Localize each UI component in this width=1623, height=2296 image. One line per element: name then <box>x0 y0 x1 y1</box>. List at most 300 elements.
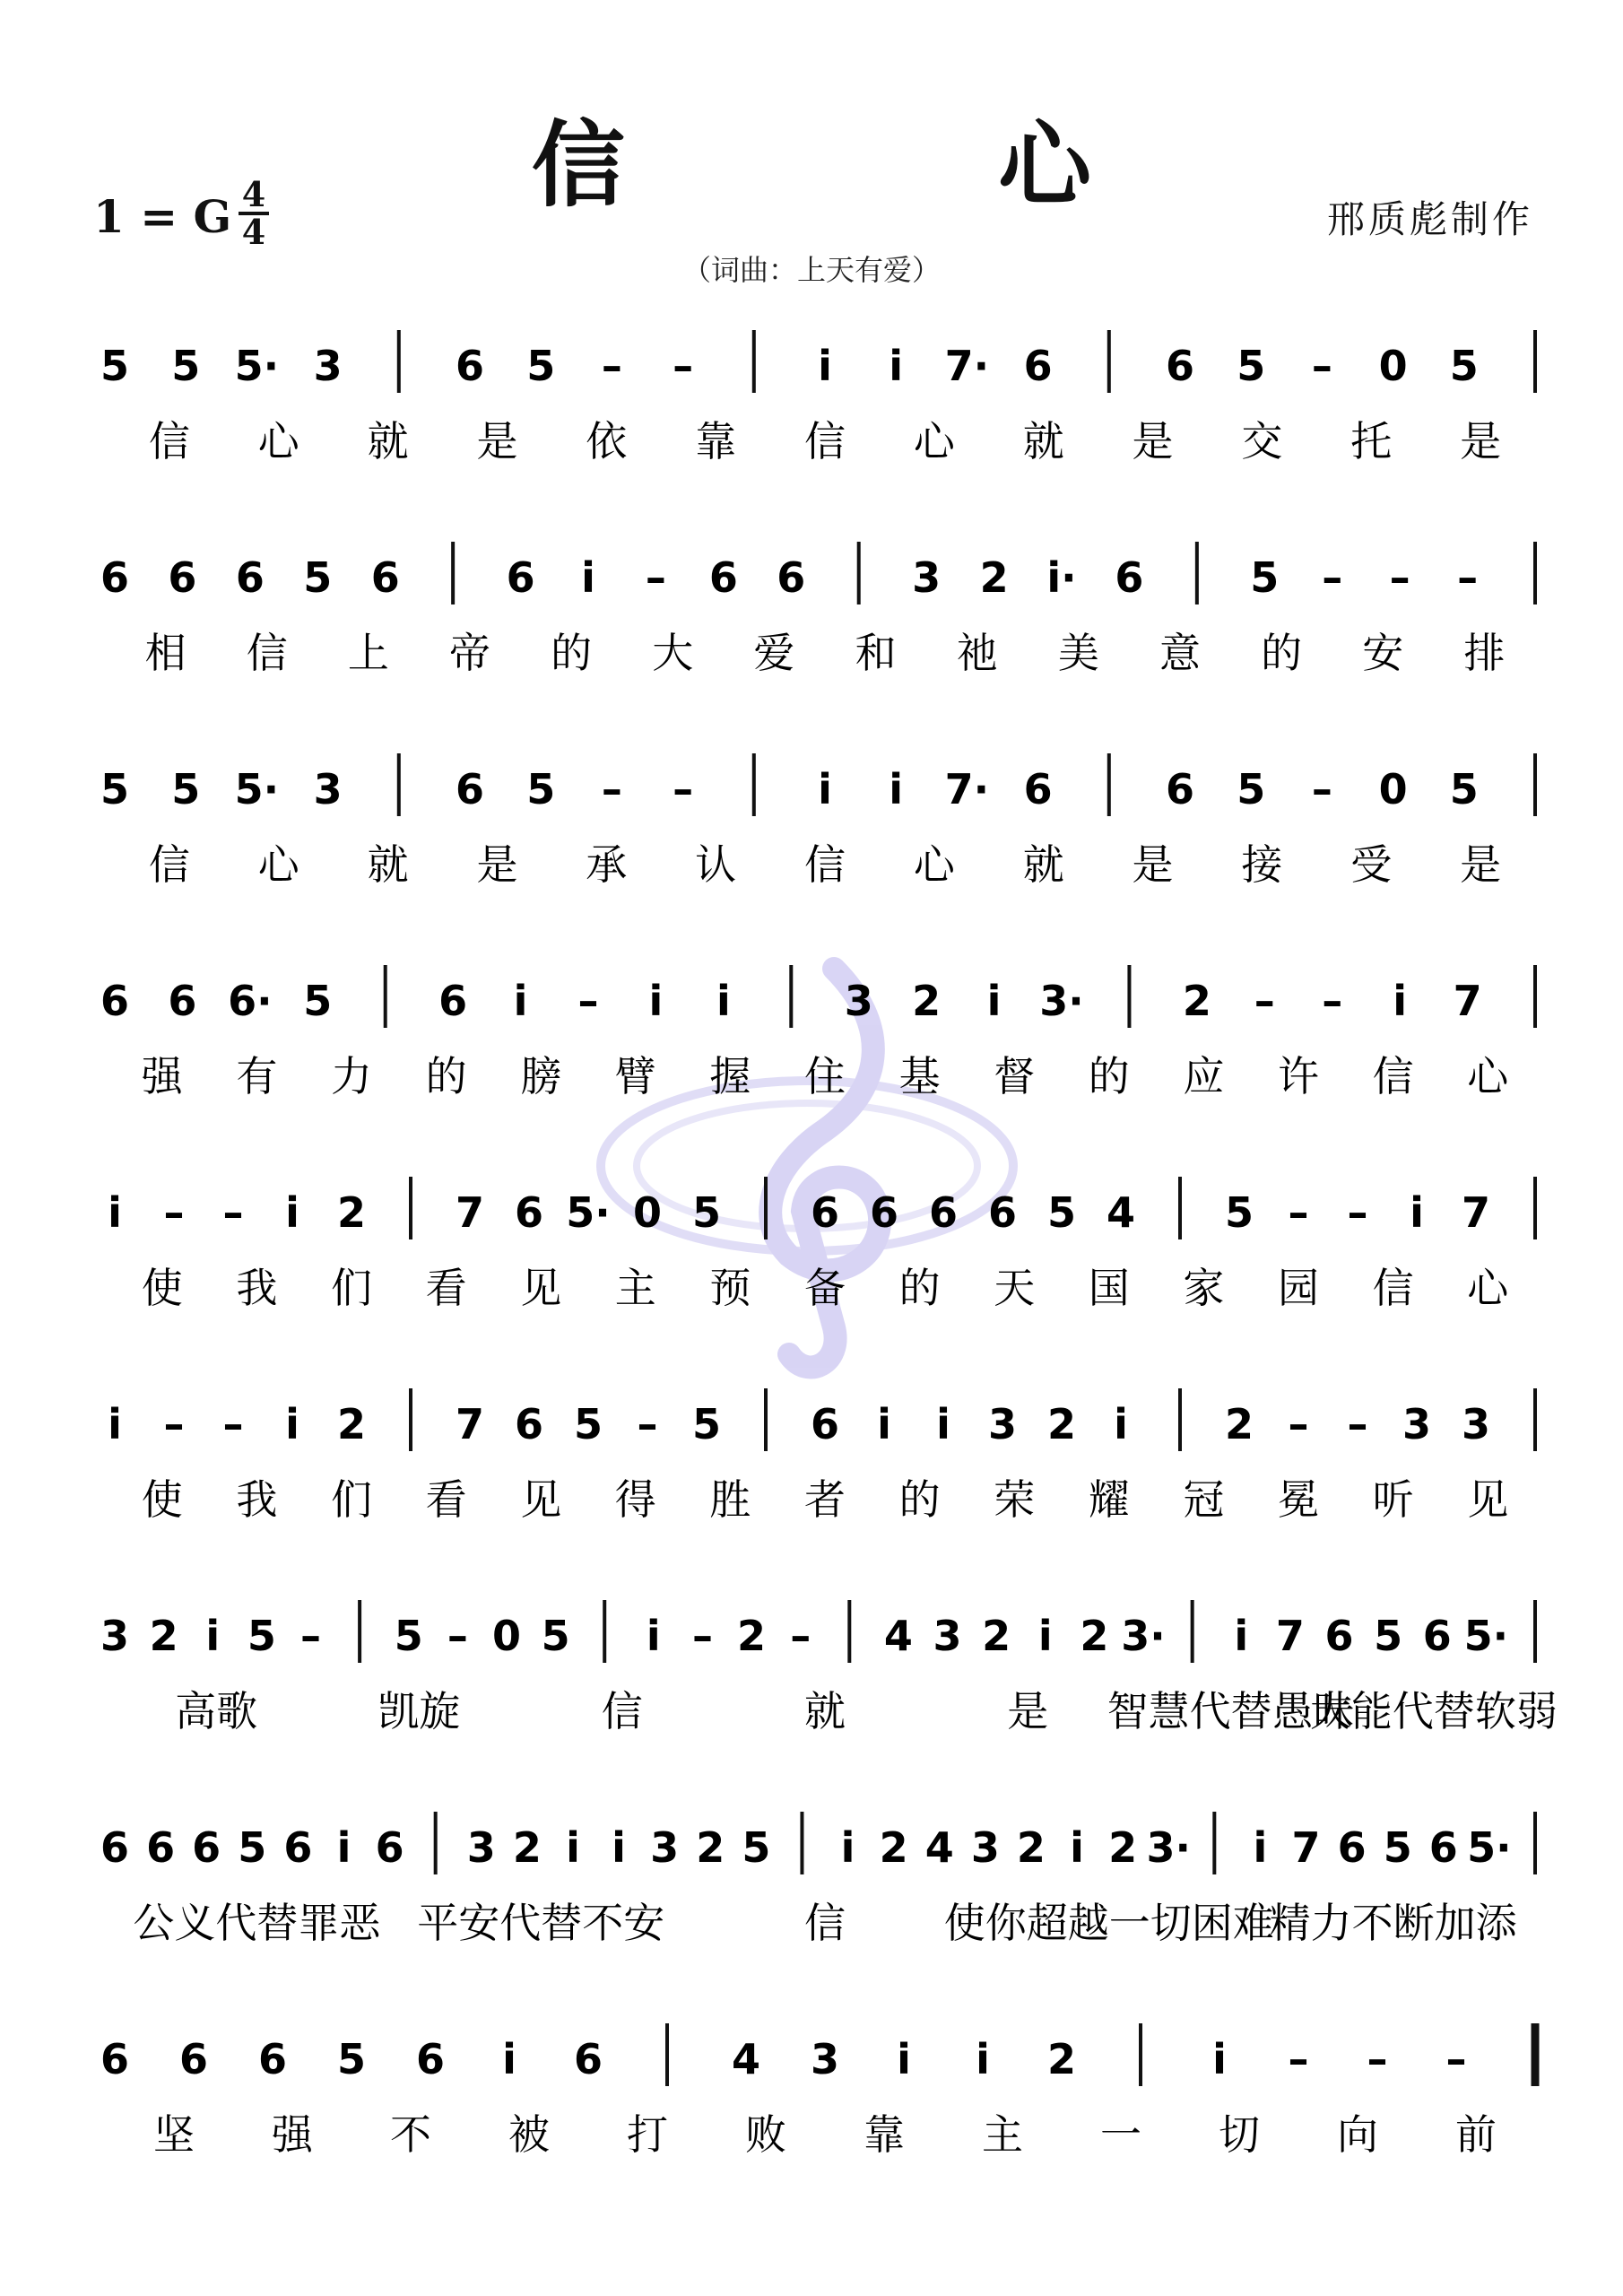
note: i <box>1253 1823 1268 1872</box>
note: 2 <box>512 1823 542 1872</box>
dash-note: – <box>299 1612 321 1660</box>
lyric: 祂 <box>956 629 998 677</box>
note: 6 <box>1115 553 1144 602</box>
note: 2 <box>912 977 942 1025</box>
dash-note: – <box>637 1400 658 1448</box>
lyric: 信 <box>804 1899 846 1947</box>
lyric: 强 <box>141 1052 183 1100</box>
lyric: 承 <box>586 840 628 889</box>
note: 6 <box>455 765 485 813</box>
lyric: 是 <box>1460 840 1502 889</box>
time-signature-bottom: 4 <box>241 212 266 252</box>
note: 6 <box>810 1188 840 1237</box>
notation-line <box>100 965 1535 1100</box>
note: 2 <box>1046 2035 1077 2083</box>
lyric: 排 <box>1463 629 1506 677</box>
note: 6 <box>100 553 130 602</box>
note: i <box>986 977 1002 1025</box>
note: 2 <box>336 1400 367 1448</box>
note: 3 <box>1461 1400 1491 1448</box>
note: 6 <box>100 977 130 1025</box>
lyric: 安 <box>1362 629 1404 677</box>
note: 4 <box>1106 1188 1136 1237</box>
lyric: 是 <box>476 840 518 889</box>
lyric: 依 <box>586 417 628 465</box>
note: i <box>108 1400 122 1448</box>
dash-note: – <box>1288 2035 1309 2083</box>
lyric: 信 <box>246 629 288 677</box>
note: i <box>648 977 664 1025</box>
note: 6 <box>1023 342 1053 390</box>
note: 6 <box>506 553 535 602</box>
lyric: 打 <box>627 2110 668 2159</box>
dash-note: – <box>1311 342 1332 390</box>
note: 6 <box>192 1823 221 1872</box>
lyric: 臂 <box>614 1052 656 1100</box>
note: 7 <box>1291 1823 1321 1872</box>
note: 6 <box>146 1823 176 1872</box>
lyric: 坚 <box>153 2110 195 2159</box>
dash-note: – <box>1389 553 1410 602</box>
note: 5 <box>1250 553 1280 602</box>
note: 6 <box>455 342 485 390</box>
note: 6 <box>168 553 197 602</box>
lyric: 是 <box>476 417 518 465</box>
lyric: 交 <box>1241 417 1283 465</box>
dash-note: – <box>601 342 622 390</box>
dash-note: – <box>691 1612 713 1660</box>
note: 2 <box>737 1612 767 1660</box>
note: 5 <box>691 1400 722 1448</box>
note: 2 <box>336 1188 367 1237</box>
note: 2 <box>1046 1400 1077 1448</box>
lyric: 的 <box>898 1475 941 1524</box>
lyric: 靠 <box>864 2110 905 2159</box>
lyric: 膀 <box>520 1052 562 1100</box>
lyric: 高歌 <box>175 1687 258 1735</box>
lyric: 大能代替软弱 <box>1309 1687 1558 1735</box>
lyric: 心 <box>1467 1264 1509 1312</box>
song-title: 信 心 <box>531 109 1263 220</box>
lyric: 天 <box>994 1264 1036 1312</box>
note: 5 <box>303 977 333 1025</box>
note: 0 <box>491 1612 521 1660</box>
note: i <box>108 1188 122 1237</box>
lyric: 主 <box>614 1264 656 1312</box>
dash-note: – <box>1347 1400 1368 1448</box>
note: 6 <box>777 553 806 602</box>
lyric: 见 <box>520 1264 562 1312</box>
note: i <box>513 977 528 1025</box>
dash-note: – <box>1457 553 1479 602</box>
lyric: 的 <box>551 629 593 677</box>
lyric: 信 <box>148 840 190 889</box>
note: 5· <box>566 1188 611 1237</box>
note: 5 <box>238 1823 267 1872</box>
lyric: 上 <box>347 629 389 677</box>
note: 3 <box>466 1823 496 1872</box>
lyric: 基 <box>898 1052 941 1100</box>
lyric: 有 <box>236 1052 278 1100</box>
lyric: 就 <box>367 417 409 465</box>
arranger-credit: 邢质彪制作 <box>1326 197 1533 241</box>
note: 6 <box>514 1188 544 1237</box>
lyric: 前 <box>1455 2110 1497 2159</box>
lyric: 胜 <box>709 1475 751 1524</box>
dash-note: – <box>1311 765 1332 813</box>
note: 5 <box>1449 342 1479 390</box>
lyric: 心 <box>257 840 299 889</box>
note: 6 <box>375 1823 404 1872</box>
note: 5 <box>573 1400 603 1448</box>
note: i <box>840 1823 855 1872</box>
note: 6 <box>1165 342 1195 390</box>
notation-line <box>100 542 1535 677</box>
note: 5 <box>171 765 201 813</box>
dash-note: – <box>601 765 622 813</box>
lyric: 家 <box>1183 1264 1225 1312</box>
note: 5 <box>1046 1188 1077 1237</box>
dash-note: – <box>222 1188 244 1237</box>
lyric: 使 <box>141 1264 183 1312</box>
note: i <box>936 1400 950 1448</box>
time-signature-top: 4 <box>241 174 266 214</box>
lyric: 认 <box>695 840 737 889</box>
notation-line <box>100 2023 1535 2159</box>
lyric: 的 <box>898 1264 941 1312</box>
lyric: 就 <box>367 840 409 889</box>
note: 5 <box>1449 765 1479 813</box>
dash-note: – <box>1347 1188 1368 1237</box>
lyric: 们 <box>331 1475 372 1524</box>
note: 4 <box>924 1823 954 1872</box>
note: 3 <box>810 2035 840 2083</box>
lyric: 就 <box>1022 840 1064 889</box>
lyric: 凯旋 <box>378 1687 461 1735</box>
note: 6 <box>257 2035 288 2083</box>
lyric: 精力不断加添 <box>1269 1899 1517 1947</box>
lyric: 许 <box>1278 1052 1319 1100</box>
lyric: 接 <box>1241 840 1283 889</box>
lyric: 力 <box>331 1052 372 1100</box>
lyric: 使 <box>141 1475 183 1524</box>
lyric: 是 <box>1460 417 1502 465</box>
note: 6 <box>1324 1612 1354 1660</box>
note: 6 <box>1428 1823 1458 1872</box>
note: 5 <box>742 1823 771 1872</box>
note: i <box>502 2035 516 2083</box>
lyric: 看 <box>425 1264 467 1312</box>
lyric: 们 <box>331 1264 372 1312</box>
note: 6 <box>438 977 468 1025</box>
note: 3 <box>970 1823 1000 1872</box>
lyric: 的 <box>1088 1052 1130 1100</box>
notation-line <box>100 753 1535 889</box>
note: i <box>1410 1188 1424 1237</box>
note: 3 <box>912 553 942 602</box>
notation-line <box>100 1600 1558 1735</box>
note: 5 <box>691 1188 722 1237</box>
note: i <box>285 1188 299 1237</box>
lyric: 心 <box>1467 1052 1509 1100</box>
lyric: 靠 <box>695 417 737 465</box>
note: 5· <box>1463 1612 1509 1660</box>
note: 5· <box>234 342 280 390</box>
lyric: 见 <box>1467 1475 1509 1524</box>
lyric: 预 <box>709 1264 751 1312</box>
lyric: 被 <box>508 2110 550 2159</box>
note: 6 <box>987 1188 1018 1237</box>
lyric: 意 <box>1159 629 1201 677</box>
note: i <box>336 1823 352 1872</box>
lyric: 相 <box>144 629 187 677</box>
lyric: 使你超越一切困难 <box>943 1899 1274 1947</box>
note: i <box>612 1823 626 1872</box>
note: 2 <box>1080 1612 1109 1660</box>
note: 3 <box>100 1612 130 1660</box>
note: i <box>1114 1400 1128 1448</box>
lyric: 看 <box>425 1475 467 1524</box>
note: 3 <box>987 1400 1018 1448</box>
dash-note: – <box>1288 1400 1309 1448</box>
note: 2 <box>696 1823 725 1872</box>
dash-note: – <box>1445 2035 1467 2083</box>
note: 3 <box>1402 1400 1432 1448</box>
dash-note: – <box>1322 977 1343 1025</box>
lyric: 握 <box>709 1052 751 1100</box>
lyric: 心 <box>257 417 299 465</box>
lyric: 应 <box>1183 1052 1225 1100</box>
note: 6 <box>514 1400 544 1448</box>
note: 6 <box>178 2035 209 2083</box>
lyric: 一 <box>1100 2110 1141 2159</box>
note: i· <box>1046 553 1077 602</box>
dash-note: – <box>790 1612 812 1660</box>
note: 5 <box>526 765 556 813</box>
note: 2 <box>982 1612 1011 1660</box>
lyric: 和 <box>855 629 897 677</box>
note: i <box>1234 1612 1249 1660</box>
notation-line <box>100 1812 1535 1947</box>
lyric: 帝 <box>449 629 490 677</box>
dash-note: – <box>673 765 694 813</box>
note: 3 <box>313 342 343 390</box>
lyric: 败 <box>745 2110 786 2159</box>
note: 5 <box>247 1612 276 1660</box>
note: i <box>1212 2035 1227 2083</box>
dash-note: – <box>447 1612 468 1660</box>
note: 5 <box>1237 342 1266 390</box>
lyric: 信 <box>1372 1264 1414 1312</box>
lyric: 信 <box>804 840 846 889</box>
notation-line <box>100 330 1535 465</box>
note: 2 <box>1224 1400 1254 1448</box>
dash-note: – <box>1254 977 1275 1025</box>
note: 2 <box>879 1823 908 1872</box>
note: 6 <box>235 553 265 602</box>
note: 6 <box>708 553 738 602</box>
note: 7 <box>455 1188 485 1237</box>
note: i <box>818 342 832 390</box>
note: 6 <box>1337 1823 1367 1872</box>
note: 6 <box>1023 765 1053 813</box>
note: 6 <box>1165 765 1195 813</box>
lyric: 国 <box>1088 1264 1130 1312</box>
lyric: 信 <box>804 417 846 465</box>
lyric: 受 <box>1350 840 1393 889</box>
lyric: 是 <box>1132 840 1174 889</box>
note: 2 <box>1182 977 1211 1025</box>
note: i <box>205 1612 221 1660</box>
lyric: 平安代替不安 <box>417 1899 665 1947</box>
note: i <box>285 1400 299 1448</box>
note: 4 <box>731 2035 761 2083</box>
note: i <box>889 765 904 813</box>
lyric: 托 <box>1350 417 1393 465</box>
note: 5 <box>1224 1188 1254 1237</box>
lyric: 督 <box>994 1052 1036 1100</box>
note: 6 <box>283 1823 313 1872</box>
lyric: 心 <box>913 417 955 465</box>
key-signature: 1 = G <box>93 190 232 243</box>
note: 7 <box>1461 1188 1491 1237</box>
lyric: 信 <box>148 417 190 465</box>
lyric: 公义代替罪恶 <box>133 1899 381 1947</box>
note: i <box>818 765 832 813</box>
lyric: 的 <box>425 1052 467 1100</box>
lyric: 耀 <box>1088 1475 1130 1524</box>
notation-line <box>108 1388 1535 1524</box>
note: 3 <box>844 977 873 1025</box>
lyric: 住 <box>804 1052 846 1100</box>
dash-note: – <box>1288 1188 1309 1237</box>
dash-note: – <box>577 977 599 1025</box>
note: 6 <box>869 1188 899 1237</box>
lyric: 是 <box>1007 1687 1049 1735</box>
note: 2 <box>149 1612 178 1660</box>
lyric: 就 <box>804 1687 846 1735</box>
note: 5 <box>526 342 556 390</box>
note: 5 <box>303 553 333 602</box>
note: 5 <box>1383 1823 1412 1872</box>
note: i <box>716 977 731 1025</box>
lyric: 得 <box>614 1475 656 1524</box>
lyric: 冕 <box>1278 1475 1319 1524</box>
lyric: 就 <box>1022 417 1064 465</box>
note: 6 <box>928 1188 959 1237</box>
note: 6 <box>810 1400 840 1448</box>
note: 0 <box>1378 765 1408 813</box>
note: 3· <box>1121 1612 1166 1660</box>
lyric: 听 <box>1372 1475 1414 1524</box>
note: 6 <box>415 2035 446 2083</box>
note: i <box>646 1612 661 1660</box>
note: 7 <box>1275 1612 1305 1660</box>
note: 6 <box>1422 1612 1452 1660</box>
note: 3· <box>1039 977 1084 1025</box>
note: 5· <box>1467 1823 1512 1872</box>
dash-note: – <box>1322 553 1343 602</box>
note: 3 <box>650 1823 680 1872</box>
lyric: 见 <box>520 1475 562 1524</box>
lyric: 者 <box>804 1475 846 1524</box>
note: i <box>1393 977 1408 1025</box>
lyric: 大 <box>652 629 694 677</box>
dash-note: – <box>645 553 666 602</box>
note: 3· <box>1146 1823 1191 1872</box>
note: 0 <box>632 1188 663 1237</box>
note: 5 <box>100 765 130 813</box>
lyric: 向 <box>1337 2110 1378 2159</box>
note: 6· <box>228 977 273 1025</box>
lyric: 备 <box>804 1264 846 1312</box>
lyric: 园 <box>1278 1264 1319 1312</box>
note: 5 <box>336 2035 367 2083</box>
dash-note: – <box>163 1400 185 1448</box>
lyrics-music-credit: （词曲：上天有爱） <box>681 253 941 287</box>
note: 5 <box>541 1612 570 1660</box>
note: i <box>566 1823 580 1872</box>
lyric: 心 <box>913 840 955 889</box>
note: i <box>889 342 904 390</box>
note: 5 <box>100 342 130 390</box>
note: i <box>581 553 595 602</box>
note: 5 <box>394 1612 423 1660</box>
lyric: 荣 <box>994 1475 1036 1524</box>
note: 2 <box>1016 1823 1046 1872</box>
note: i <box>897 2035 911 2083</box>
lyric: 强 <box>272 2110 313 2159</box>
note: 3 <box>313 765 343 813</box>
dash-note: – <box>222 1400 244 1448</box>
note: 0 <box>1378 342 1408 390</box>
note: 7· <box>944 765 990 813</box>
note: 6 <box>100 2035 130 2083</box>
note: i <box>877 1400 891 1448</box>
note: i <box>976 2035 990 2083</box>
lyric: 信 <box>601 1687 643 1735</box>
lyric: 我 <box>236 1475 278 1524</box>
lyric: 切 <box>1219 2110 1260 2159</box>
lyric: 美 <box>1057 629 1099 677</box>
note: 7 <box>1453 977 1482 1025</box>
dash-note: – <box>163 1188 185 1237</box>
note: 2 <box>979 553 1009 602</box>
note: 3 <box>933 1612 962 1660</box>
note: i <box>1070 1823 1084 1872</box>
dash-note: – <box>673 342 694 390</box>
lyric: 爱 <box>753 629 795 677</box>
lyric: 我 <box>236 1264 278 1312</box>
note: 6 <box>100 1823 130 1872</box>
note: 5 <box>171 342 201 390</box>
note: 2 <box>1108 1823 1138 1872</box>
lyric: 主 <box>982 2110 1023 2159</box>
note: 5 <box>1374 1612 1403 1660</box>
lyric: 信 <box>1372 1052 1414 1100</box>
note: 5· <box>234 765 280 813</box>
note: i <box>1037 1612 1053 1660</box>
dash-note: – <box>1367 2035 1388 2083</box>
lyric: 的 <box>1261 629 1303 677</box>
note: 6 <box>370 553 400 602</box>
note: 5 <box>1237 765 1266 813</box>
lyric: 冠 <box>1183 1475 1225 1524</box>
note: 6 <box>573 2035 603 2083</box>
notation-lines <box>100 330 1558 2159</box>
lyric: 是 <box>1132 417 1174 465</box>
lyric: 智慧代替愚昧 <box>1107 1687 1355 1735</box>
